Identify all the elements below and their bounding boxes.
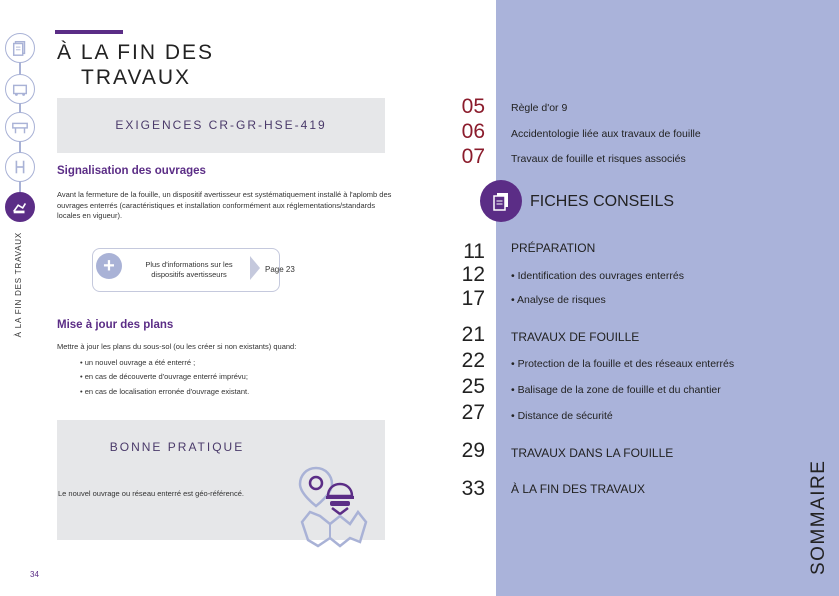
requirements-heading: EXIGENCES CR-GR-HSE-419	[115, 118, 327, 132]
toc-page-number[interactable]: 22	[461, 349, 485, 372]
toc-page-number[interactable]: 21	[461, 323, 485, 346]
page-number: 34	[30, 570, 39, 579]
truck-icon[interactable]	[5, 74, 35, 104]
section-vertical-label: À LA FIN DES TRAVAUX	[14, 232, 23, 338]
barrier-icon[interactable]	[5, 112, 35, 142]
requirements-box	[57, 98, 385, 153]
toc-section-travaux[interactable]: TRAVAUX DE FOUILLE	[511, 330, 640, 344]
toc-page-number[interactable]: 17	[461, 287, 485, 310]
title-line-1: À LA FIN DES	[57, 41, 215, 64]
good-practice-heading: BONNE PRATIQUE	[109, 440, 245, 454]
toc-section-fin-travaux[interactable]: À LA FIN DES TRAVAUX	[511, 482, 646, 496]
page-title	[57, 40, 297, 90]
arrow-right-icon	[250, 256, 260, 280]
document-icon[interactable]	[5, 33, 35, 63]
toc-entry[interactable]: • Identification des ouvrages enterrés	[511, 270, 684, 282]
rule-number[interactable]: 06	[461, 120, 485, 143]
section-text-signalisation: Avant la fermeture de la fouille, un dispositif avertisseur est systématiquement installé à l'aplomb des ouvrages enterrés (caractéristiques et installation conformément aux réglementations/standards locales en vigueur).	[57, 190, 392, 220]
toc-entry[interactable]: Règle d'or 9	[511, 102, 568, 114]
good-practice-text: Le nouvel ouvrage ou réseau enterré est géo-référencé.	[58, 489, 244, 498]
toc-page-number[interactable]: 11	[463, 240, 485, 263]
list-item: • un nouvel ouvrage a été enterré ;	[80, 358, 196, 367]
worker-with-map-icon	[288, 466, 378, 548]
sommaire-vertical-title: SOMMAIRE	[808, 459, 829, 575]
toc-entry[interactable]: Accidentologie liée aux travaux de fouille	[511, 128, 701, 140]
rule-number[interactable]: 05	[461, 95, 485, 118]
title-accent-bar	[55, 30, 123, 34]
fiches-document-icon	[480, 180, 522, 222]
toc-entry[interactable]: • Balisage de la zone de fouille et du chantier	[511, 384, 721, 396]
toc-page-number[interactable]: 29	[461, 439, 485, 462]
list-item: • en cas de localisation erronée d'ouvrage existant.	[80, 387, 250, 396]
toc-entry[interactable]: • Analyse de risques	[511, 294, 606, 306]
section-text-plans: Mettre à jour les plans du sous-sol (ou les créer si non existants) quand:	[57, 342, 297, 351]
info-box-page-link[interactable]: Page 23	[265, 265, 295, 274]
toc-page-number[interactable]: 12	[461, 263, 485, 286]
info-box-text: Plus d'informations sur les dispositifs avertisseurs	[145, 260, 233, 279]
toc-entry[interactable]: Travaux de fouille et risques associés	[511, 153, 686, 165]
section-title-plans: Mise à jour des plans	[57, 319, 174, 331]
toc-page-number[interactable]: 25	[461, 375, 485, 398]
toc-entry[interactable]: • Protection de la fouille et des réseaux enterrés	[511, 358, 735, 370]
toc-page-number[interactable]: 27	[461, 401, 485, 424]
excavator-icon[interactable]	[5, 192, 35, 222]
list-item: • en cas de découverte d'ouvrage enterré imprévu;	[80, 372, 248, 381]
toc-page-number[interactable]: 33	[461, 477, 485, 500]
title-line-2: TRAVAUX	[81, 66, 192, 89]
toc-section-preparation[interactable]: PRÉPARATION	[511, 241, 596, 255]
toc-entry[interactable]: • Distance de sécurité	[511, 410, 613, 422]
rule-number[interactable]: 07	[461, 145, 485, 168]
plus-icon[interactable]: +	[96, 253, 122, 279]
fiches-conseils-title: FICHES CONSEILS	[530, 193, 675, 210]
pipe-icon[interactable]	[5, 152, 35, 182]
section-title-signalisation: Signalisation des ouvrages	[57, 165, 206, 177]
toc-section-dans-fouille[interactable]: TRAVAUX DANS LA FOUILLE	[511, 446, 674, 460]
